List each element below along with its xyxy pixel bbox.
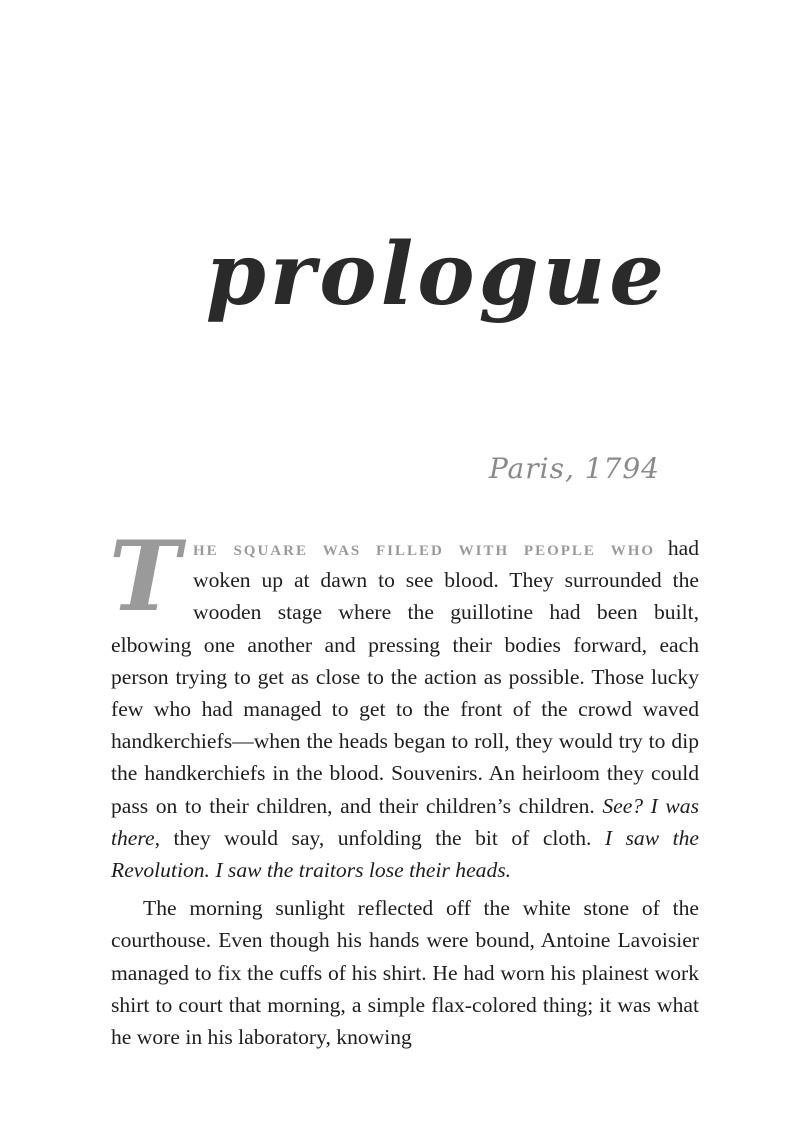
chapter-place-date: Paris, 1794: [488, 452, 660, 485]
chapter-title: prologue: [205, 224, 668, 325]
paragraph-1-text-a: had woken up at dawn to see blood. They surrounded the wooden stage where the guillotine had been built, elbowing one another and pressing their bodies forward, each person trying to get as close to the action as possible. Those lucky few who had managed to get to the front of the crowd waved handkerchiefs—when the heads began to roll, they would try to dip the handkerchiefs in the blood. Souvenirs. An heirloom they could pass on to their children, and their children’s children.: [111, 536, 699, 818]
paragraph-1: [109, 520, 699, 886]
drop-cap: T: [109, 520, 181, 633]
paragraph-1-text-b: they would say, unfolding the bit of cloth.: [159, 825, 605, 850]
paragraph-1-italic-a: See? I was there,: [111, 793, 699, 850]
paragraph-2: The morning sunlight reflected off the white stone of the courthouse. Even though his hands were bound, Antoine Lavoisier managed to fix the cuffs of his shirt. He had worn his plainest work shirt to court that morning, a simple flax-colored thing; it was what he wore in his laboratory, knowing: [111, 896, 699, 1050]
body-text: [109, 520, 699, 1053]
opening-small-caps: he square was filled with people who: [193, 536, 656, 560]
paragraph-1-italic-b: I saw the Revolution. I saw the traitors lose their heads.: [111, 825, 699, 883]
